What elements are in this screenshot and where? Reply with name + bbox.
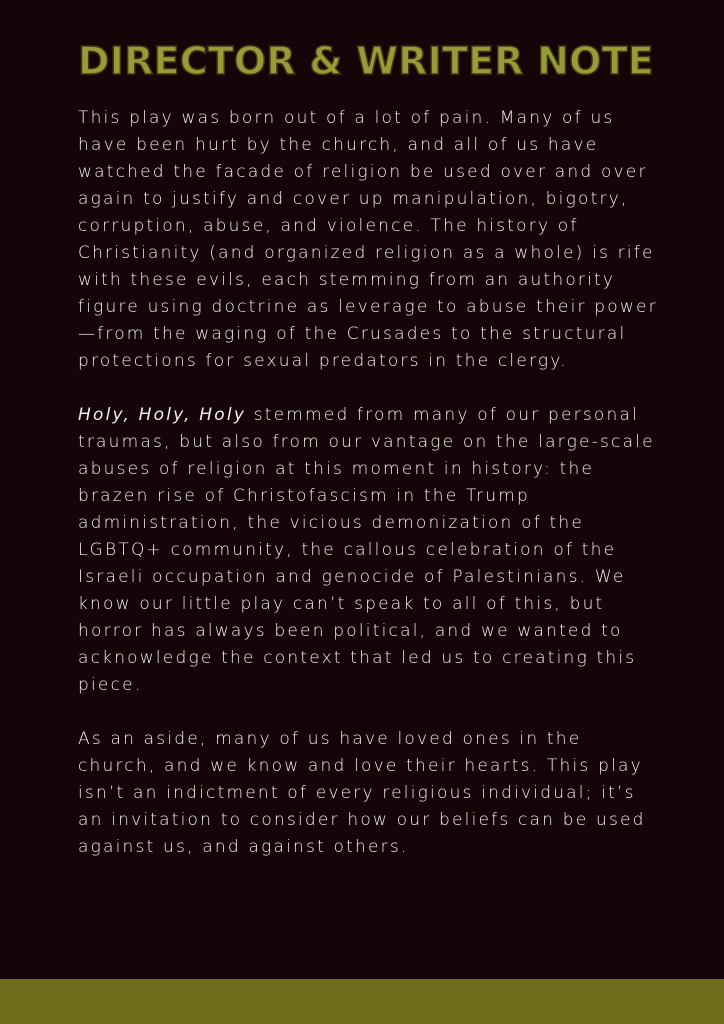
page-title: DIRECTOR & WRITER NOTE [78, 39, 654, 83]
play-title-italic: Holy, Holy, Holy [78, 405, 247, 425]
note-body [78, 105, 658, 888]
paragraph-2-text: stemmed from many of our personal traumas, but also from our vantage on the large-scale abuses of religion at this moment in history: the brazen rise of Christofascism in the Trump administration, the vicious demonization of the LGBTQ+ community, the callous celebration of the Israeli occupation and genocide of Palestinians. We know our little play can’t speak to all of this, but horror has always been political, and we wanted to acknowledge the context that led us to creating this piece. [78, 405, 655, 695]
paragraph-2 [78, 402, 658, 699]
paragraph-3: As an aside, many of us have loved ones in the church, and we know and love their hearts. This play isn’t an indictment of every religious individual; it’s an invitation to consider how our beliefs can be used against us, and against others. [78, 729, 646, 857]
footer-band [0, 979, 724, 1024]
paragraph-1: This play was born out of a lot of pain. Many of us have been hurt by the church, and all of us have watched the facade of religion be used over and over again to justify and cover up manipulation, bigotry, corruption, abuse, and violence. The history of Christianity (and organized religion as a whole) is rife with these evils, each stemming from an authority figure using doctrine as leverage to abuse their power—from the waging of the Crusades to the structural protections for sexual predators in the clergy. [78, 108, 658, 371]
